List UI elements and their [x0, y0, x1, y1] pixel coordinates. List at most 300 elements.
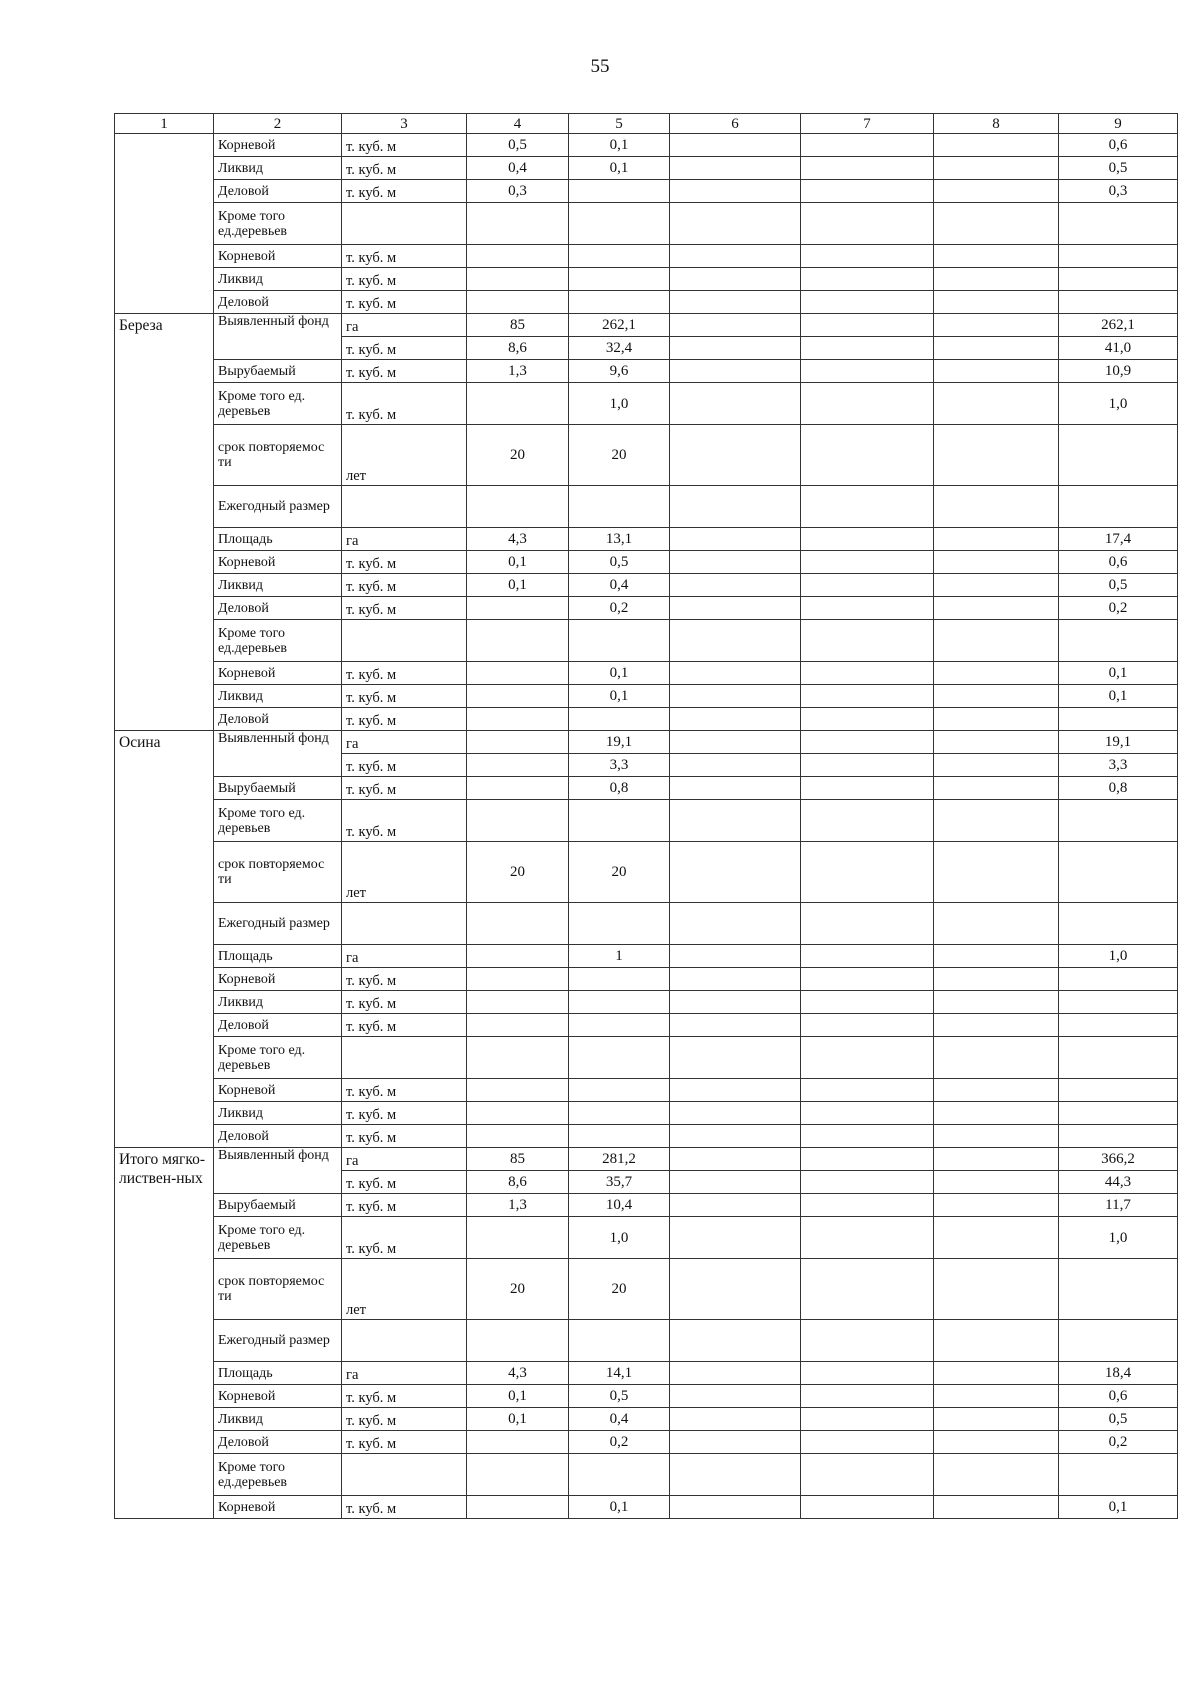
unit-cell	[342, 903, 467, 945]
unit-cell	[342, 1454, 467, 1496]
unit-cell: га	[342, 1362, 467, 1385]
value-cell-col6	[670, 597, 801, 620]
value-cell-col4	[467, 945, 569, 968]
value-cell-col6	[670, 1496, 801, 1519]
table-body	[115, 114, 1178, 1519]
value-cell-col6	[670, 1148, 801, 1171]
value-cell-col8	[934, 268, 1059, 291]
table-row	[115, 1385, 1178, 1408]
value-cell-col4	[467, 597, 569, 620]
header-cell: 5	[569, 114, 670, 134]
value-cell-col5	[569, 486, 670, 528]
value-cell-col5	[569, 991, 670, 1014]
value-cell-col5: 0,8	[569, 777, 670, 800]
value-cell-col9	[1059, 620, 1178, 662]
table-row	[115, 777, 1178, 800]
indicator-cell: Кроме того ед. деревьев	[214, 1217, 342, 1259]
header-cell: 4	[467, 114, 569, 134]
value-cell-col9	[1059, 1079, 1178, 1102]
value-cell-col5: 10,4	[569, 1194, 670, 1217]
value-cell-col4	[467, 1102, 569, 1125]
table-row	[115, 180, 1178, 203]
unit-cell	[342, 1037, 467, 1079]
value-cell-col9: 44,3	[1059, 1171, 1178, 1194]
value-cell-col7	[801, 337, 934, 360]
value-cell-col9: 1,0	[1059, 945, 1178, 968]
value-cell-col5: 0,1	[569, 134, 670, 157]
unit-cell	[342, 203, 467, 245]
value-cell-col4	[467, 685, 569, 708]
value-cell-col8	[934, 597, 1059, 620]
value-cell-col9: 1,0	[1059, 1217, 1178, 1259]
value-cell-col9: 0,6	[1059, 551, 1178, 574]
value-cell-col9	[1059, 245, 1178, 268]
value-cell-col9: 0,8	[1059, 777, 1178, 800]
unit-cell: т. куб. м	[342, 685, 467, 708]
value-cell-col6	[670, 1385, 801, 1408]
value-cell-col4	[467, 1454, 569, 1496]
value-cell-col7	[801, 1102, 934, 1125]
value-cell-col4: 20	[467, 1259, 569, 1320]
value-cell-col4: 0,3	[467, 180, 569, 203]
value-cell-col5: 13,1	[569, 528, 670, 551]
value-cell-col6	[670, 551, 801, 574]
value-cell-col6	[670, 203, 801, 245]
indicator-cell: Деловой	[214, 708, 342, 731]
table-row	[115, 842, 1178, 903]
value-cell-col7	[801, 1362, 934, 1385]
value-cell-col8	[934, 708, 1059, 731]
unit-cell: т. куб. м	[342, 1171, 467, 1194]
value-cell-col7	[801, 1171, 934, 1194]
value-cell-col5: 281,2	[569, 1148, 670, 1171]
unit-cell: т. куб. м	[342, 551, 467, 574]
value-cell-col4	[467, 1125, 569, 1148]
indicator-cell: Вырубаемый	[214, 360, 342, 383]
value-cell-col6	[670, 291, 801, 314]
value-cell-col8	[934, 180, 1059, 203]
indicator-cell: Площадь	[214, 1362, 342, 1385]
value-cell-col8	[934, 337, 1059, 360]
value-cell-col5	[569, 708, 670, 731]
unit-cell: т. куб. м	[342, 1431, 467, 1454]
value-cell-col5	[569, 268, 670, 291]
table-row	[115, 991, 1178, 1014]
value-cell-col5: 0,4	[569, 574, 670, 597]
table-row	[115, 731, 1178, 754]
value-cell-col9: 0,5	[1059, 574, 1178, 597]
header-cell: 6	[670, 114, 801, 134]
value-cell-col4	[467, 800, 569, 842]
indicator-cell: Ликвид	[214, 574, 342, 597]
value-cell-col8	[934, 685, 1059, 708]
value-cell-col4: 0,1	[467, 1385, 569, 1408]
value-cell-col5: 0,1	[569, 662, 670, 685]
value-cell-col6	[670, 708, 801, 731]
table-row	[115, 360, 1178, 383]
value-cell-col5: 0,5	[569, 1385, 670, 1408]
unit-cell: га	[342, 731, 467, 754]
value-cell-col7	[801, 1014, 934, 1037]
value-cell-col9	[1059, 842, 1178, 903]
table-row	[115, 245, 1178, 268]
value-cell-col4	[467, 968, 569, 991]
indicator-cell: Ликвид	[214, 157, 342, 180]
value-cell-col5	[569, 968, 670, 991]
value-cell-col5: 20	[569, 1259, 670, 1320]
unit-cell: т. куб. м	[342, 800, 467, 842]
value-cell-col7	[801, 685, 934, 708]
value-cell-col6	[670, 1102, 801, 1125]
table-row	[115, 157, 1178, 180]
table-row	[115, 597, 1178, 620]
value-cell-col4	[467, 991, 569, 1014]
value-cell-col8	[934, 291, 1059, 314]
value-cell-col5: 20	[569, 425, 670, 486]
indicator-cell: Корневой	[214, 1385, 342, 1408]
value-cell-col9	[1059, 708, 1178, 731]
value-cell-col6	[670, 1408, 801, 1431]
value-cell-col8	[934, 1037, 1059, 1079]
value-cell-col9: 41,0	[1059, 337, 1178, 360]
header-row	[115, 114, 1178, 134]
value-cell-col4	[467, 1079, 569, 1102]
value-cell-col9	[1059, 1125, 1178, 1148]
table-row	[115, 574, 1178, 597]
value-cell-col5	[569, 203, 670, 245]
table-row	[115, 1217, 1178, 1259]
value-cell-col6	[670, 685, 801, 708]
unit-cell: лет	[342, 842, 467, 903]
value-cell-col4: 0,1	[467, 1408, 569, 1431]
indicator-cell: Вырубаемый	[214, 1194, 342, 1217]
value-cell-col7	[801, 1431, 934, 1454]
table-row	[115, 685, 1178, 708]
value-cell-col8	[934, 1079, 1059, 1102]
indicator-cell: Корневой	[214, 245, 342, 268]
table-row	[115, 1037, 1178, 1079]
value-cell-col5: 9,6	[569, 360, 670, 383]
value-cell-col8	[934, 945, 1059, 968]
table-row	[115, 1362, 1178, 1385]
indicator-cell: Ежегодный размер	[214, 1320, 342, 1362]
table-row	[115, 291, 1178, 314]
value-cell-col5	[569, 1320, 670, 1362]
value-cell-col5	[569, 800, 670, 842]
value-cell-col9: 0,5	[1059, 1408, 1178, 1431]
value-cell-col8	[934, 383, 1059, 425]
value-cell-col8	[934, 754, 1059, 777]
unit-cell: т. куб. м	[342, 754, 467, 777]
value-cell-col9: 0,5	[1059, 157, 1178, 180]
indicator-cell: Корневой	[214, 134, 342, 157]
value-cell-col7	[801, 800, 934, 842]
table-row	[115, 620, 1178, 662]
value-cell-col8	[934, 991, 1059, 1014]
table-row	[115, 1496, 1178, 1519]
table-row	[115, 968, 1178, 991]
value-cell-col9: 18,4	[1059, 1362, 1178, 1385]
value-cell-col6	[670, 1217, 801, 1259]
value-cell-col8	[934, 486, 1059, 528]
indicator-cell: Ликвид	[214, 685, 342, 708]
value-cell-col4: 0,5	[467, 134, 569, 157]
value-cell-col9: 3,3	[1059, 754, 1178, 777]
value-cell-col5: 0,1	[569, 1496, 670, 1519]
indicator-cell: Ликвид	[214, 1408, 342, 1431]
page-number: 55	[590, 56, 610, 77]
value-cell-col4: 85	[467, 314, 569, 337]
value-cell-col4	[467, 754, 569, 777]
unit-cell: т. куб. м	[342, 291, 467, 314]
value-cell-col6	[670, 486, 801, 528]
value-cell-col5: 0,4	[569, 1408, 670, 1431]
value-cell-col9: 11,7	[1059, 1194, 1178, 1217]
species-cell	[115, 134, 214, 314]
unit-cell: т. куб. м	[342, 662, 467, 685]
value-cell-col8	[934, 1454, 1059, 1496]
unit-cell: т. куб. м	[342, 1125, 467, 1148]
value-cell-col8	[934, 800, 1059, 842]
table-row	[115, 800, 1178, 842]
indicator-cell: Ликвид	[214, 268, 342, 291]
value-cell-col5	[569, 903, 670, 945]
value-cell-col7	[801, 708, 934, 731]
value-cell-col6	[670, 383, 801, 425]
table-row	[115, 551, 1178, 574]
value-cell-col7	[801, 1408, 934, 1431]
value-cell-col6	[670, 314, 801, 337]
table-row	[115, 1014, 1178, 1037]
table-row	[115, 1454, 1178, 1496]
value-cell-col8	[934, 1217, 1059, 1259]
unit-cell: т. куб. м	[342, 134, 467, 157]
value-cell-col5	[569, 620, 670, 662]
value-cell-col5	[569, 1079, 670, 1102]
value-cell-col8	[934, 731, 1059, 754]
value-cell-col8	[934, 1408, 1059, 1431]
table-row	[115, 1431, 1178, 1454]
value-cell-col7	[801, 268, 934, 291]
value-cell-col6	[670, 903, 801, 945]
value-cell-col6	[670, 1125, 801, 1148]
value-cell-col6	[670, 620, 801, 662]
value-cell-col5	[569, 1102, 670, 1125]
value-cell-col8	[934, 1102, 1059, 1125]
value-cell-col8	[934, 903, 1059, 945]
table-row	[115, 708, 1178, 731]
table-row	[115, 662, 1178, 685]
value-cell-col9	[1059, 1320, 1178, 1362]
table-row	[115, 1194, 1178, 1217]
table-row	[115, 383, 1178, 425]
value-cell-col7	[801, 620, 934, 662]
indicator-cell: Кроме того ед.деревьев	[214, 1454, 342, 1496]
unit-cell: га	[342, 528, 467, 551]
indicator-cell: срок повторяемос ти	[214, 425, 342, 486]
value-cell-col6	[670, 754, 801, 777]
value-cell-col8	[934, 157, 1059, 180]
indicator-cell: Кроме того ед. деревьев	[214, 383, 342, 425]
value-cell-col7	[801, 245, 934, 268]
value-cell-col7	[801, 1496, 934, 1519]
value-cell-col4	[467, 291, 569, 314]
indicator-cell: Площадь	[214, 945, 342, 968]
value-cell-col5	[569, 1454, 670, 1496]
value-cell-col5: 0,2	[569, 1431, 670, 1454]
value-cell-col6	[670, 1014, 801, 1037]
value-cell-col7	[801, 574, 934, 597]
value-cell-col5: 0,1	[569, 685, 670, 708]
value-cell-col9: 0,3	[1059, 180, 1178, 203]
indicator-cell: Деловой	[214, 180, 342, 203]
value-cell-col9: 10,9	[1059, 360, 1178, 383]
value-cell-col8	[934, 1259, 1059, 1320]
value-cell-col7	[801, 1320, 934, 1362]
value-cell-col6	[670, 1194, 801, 1217]
value-cell-col6	[670, 1320, 801, 1362]
value-cell-col6	[670, 1171, 801, 1194]
value-cell-col5: 0,5	[569, 551, 670, 574]
value-cell-col6	[670, 528, 801, 551]
value-cell-col5: 19,1	[569, 731, 670, 754]
value-cell-col8	[934, 968, 1059, 991]
indicator-cell: Ликвид	[214, 1102, 342, 1125]
value-cell-col9	[1059, 203, 1178, 245]
value-cell-col6	[670, 268, 801, 291]
unit-cell: лет	[342, 1259, 467, 1320]
table-row	[115, 1259, 1178, 1320]
value-cell-col9	[1059, 991, 1178, 1014]
value-cell-col4	[467, 268, 569, 291]
value-cell-col8	[934, 1320, 1059, 1362]
value-cell-col7	[801, 291, 934, 314]
value-cell-col9: 0,1	[1059, 685, 1178, 708]
unit-cell: т. куб. м	[342, 1014, 467, 1037]
value-cell-col9: 1,0	[1059, 383, 1178, 425]
table-row	[115, 945, 1178, 968]
value-cell-col4	[467, 708, 569, 731]
value-cell-col8	[934, 620, 1059, 662]
table-row	[115, 314, 1178, 337]
value-cell-col5: 0,1	[569, 157, 670, 180]
value-cell-col7	[801, 662, 934, 685]
value-cell-col6	[670, 1259, 801, 1320]
unit-cell: т. куб. м	[342, 777, 467, 800]
value-cell-col6	[670, 337, 801, 360]
table-row	[115, 903, 1178, 945]
value-cell-col8	[934, 203, 1059, 245]
value-cell-col9: 366,2	[1059, 1148, 1178, 1171]
indicator-cell: Деловой	[214, 1125, 342, 1148]
indicator-cell: Выявленный фонд	[214, 731, 342, 777]
table-row	[115, 1102, 1178, 1125]
value-cell-col9: 0,6	[1059, 1385, 1178, 1408]
unit-cell: т. куб. м	[342, 1385, 467, 1408]
indicator-cell: Ежегодный размер	[214, 486, 342, 528]
value-cell-col9: 0,1	[1059, 1496, 1178, 1519]
value-cell-col4: 4,3	[467, 528, 569, 551]
value-cell-col6	[670, 731, 801, 754]
species-cell: Осина	[115, 731, 214, 1148]
value-cell-col7	[801, 157, 934, 180]
indicator-cell: Выявленный фонд	[214, 1148, 342, 1194]
value-cell-col9	[1059, 1259, 1178, 1320]
value-cell-col9	[1059, 1454, 1178, 1496]
value-cell-col5: 35,7	[569, 1171, 670, 1194]
value-cell-col4: 1,3	[467, 1194, 569, 1217]
value-cell-col6	[670, 1431, 801, 1454]
unit-cell	[342, 1320, 467, 1362]
value-cell-col8	[934, 1125, 1059, 1148]
value-cell-col8	[934, 1171, 1059, 1194]
unit-cell: т. куб. м	[342, 968, 467, 991]
value-cell-col5	[569, 1125, 670, 1148]
indicator-cell: Ежегодный размер	[214, 903, 342, 945]
header-cell: 3	[342, 114, 467, 134]
value-cell-col4: 0,4	[467, 157, 569, 180]
value-cell-col6	[670, 157, 801, 180]
indicator-cell: Корневой	[214, 1079, 342, 1102]
value-cell-col8	[934, 662, 1059, 685]
unit-cell: т. куб. м	[342, 268, 467, 291]
indicator-cell: Кроме того ед. деревьев	[214, 800, 342, 842]
header-cell: 8	[934, 114, 1059, 134]
value-cell-col4: 8,6	[467, 1171, 569, 1194]
unit-cell: т. куб. м	[342, 1194, 467, 1217]
value-cell-col6	[670, 360, 801, 383]
value-cell-col4: 20	[467, 425, 569, 486]
value-cell-col7	[801, 597, 934, 620]
value-cell-col6	[670, 842, 801, 903]
indicator-cell: Деловой	[214, 1431, 342, 1454]
indicator-cell: срок повторяемос ти	[214, 1259, 342, 1320]
value-cell-col7	[801, 754, 934, 777]
table-row	[115, 203, 1178, 245]
value-cell-col7	[801, 968, 934, 991]
value-cell-col4: 0,1	[467, 551, 569, 574]
value-cell-col6	[670, 1079, 801, 1102]
value-cell-col5	[569, 180, 670, 203]
value-cell-col9	[1059, 425, 1178, 486]
value-cell-col4	[467, 620, 569, 662]
species-cell: Итого мягко-листвен-ных	[115, 1148, 214, 1519]
value-cell-col7	[801, 360, 934, 383]
value-cell-col6	[670, 574, 801, 597]
value-cell-col6	[670, 245, 801, 268]
unit-cell	[342, 620, 467, 662]
value-cell-col4: 0,1	[467, 574, 569, 597]
value-cell-col8	[934, 777, 1059, 800]
value-cell-col8	[934, 1431, 1059, 1454]
value-cell-col5: 14,1	[569, 1362, 670, 1385]
indicator-cell: Деловой	[214, 291, 342, 314]
value-cell-col5: 20	[569, 842, 670, 903]
value-cell-col4	[467, 383, 569, 425]
value-cell-col6	[670, 968, 801, 991]
header-cell: 9	[1059, 114, 1178, 134]
value-cell-col9: 0,1	[1059, 662, 1178, 685]
value-cell-col4	[467, 777, 569, 800]
unit-cell	[342, 486, 467, 528]
value-cell-col9	[1059, 903, 1178, 945]
value-cell-col9	[1059, 1014, 1178, 1037]
unit-cell: т. куб. м	[342, 708, 467, 731]
value-cell-col7	[801, 1194, 934, 1217]
header-cell: 2	[214, 114, 342, 134]
value-cell-col6	[670, 662, 801, 685]
value-cell-col7	[801, 842, 934, 903]
